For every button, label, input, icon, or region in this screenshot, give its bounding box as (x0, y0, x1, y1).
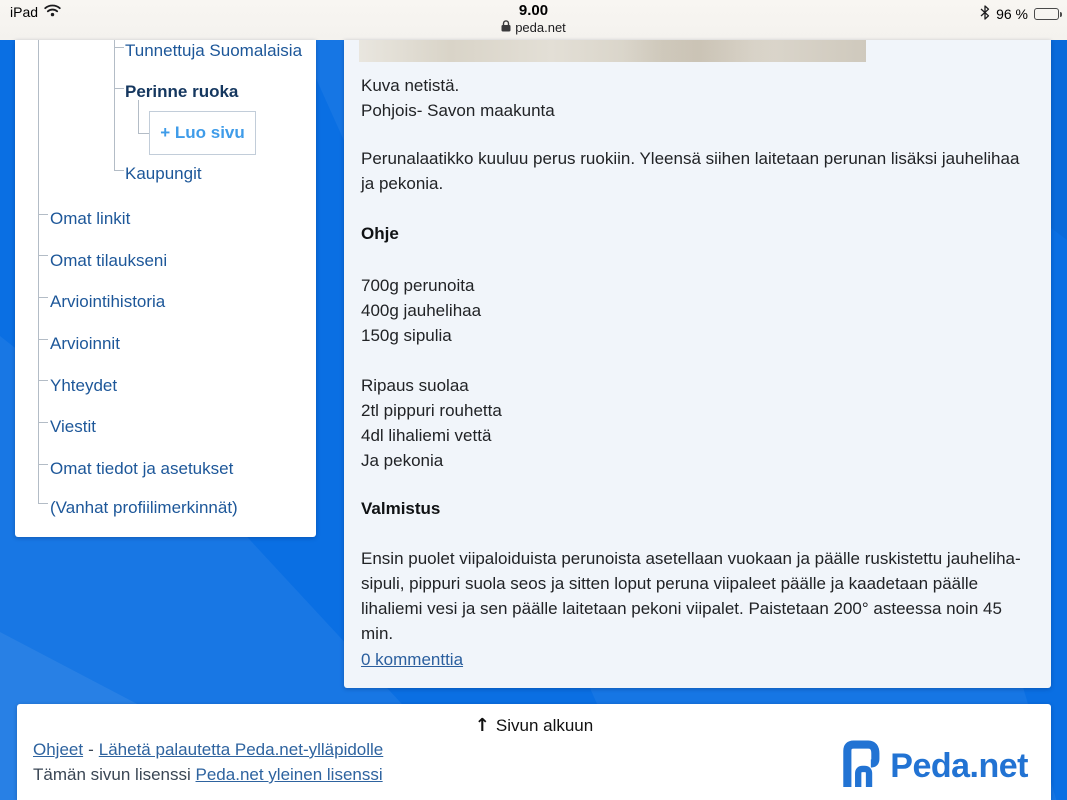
tree-elbow-vertical (138, 100, 139, 134)
preparation-paragraph: Ensin puolet viipaloiduista perunoista asetellaan vuokaan ja päälle ruskistettu jauheliha-sipuli, pippuri suola seos ja sitten loput peruna viipaleet päälle ja kaadetaan päälle lihaliemi vesi ja sen päälle laitetaan pekoni viipalet. Paistetaan 200° asteessa noin 45 min. (361, 549, 1021, 643)
tree-tick (114, 47, 124, 48)
comments-link[interactable]: 0 kommenttia (361, 650, 464, 669)
sidebar-item-arviointihistoria[interactable]: Arviointihistoria (50, 292, 166, 311)
pedanet-logo-icon (840, 740, 880, 792)
site-url: peda.net (515, 20, 566, 35)
sidebar-item-omat-tilaukseni[interactable]: Omat tilaukseni (50, 251, 168, 270)
recipe-heading: Ohje (361, 224, 399, 243)
footer-links-row (33, 740, 383, 760)
footer-license-row (33, 765, 383, 785)
status-bar (0, 0, 1067, 40)
image-caption: Kuva netistä. (361, 76, 460, 95)
sidebar-item-perinne-ruoka-current[interactable]: Perinne ruoka (125, 82, 239, 101)
tree-tick (38, 464, 48, 465)
ingredient-item: Ja pekonia (361, 451, 444, 470)
sidebar-item-yhteydet[interactable]: Yhteydet (50, 376, 118, 395)
page-footer (17, 704, 1051, 800)
license-prefix: Tämän sivun lisenssi (33, 765, 191, 784)
device-label: iPad (10, 4, 39, 20)
tree-tick (38, 503, 48, 504)
sidebar-item-kaupungit[interactable]: Kaupungit (125, 164, 202, 183)
pedanet-logo[interactable] (840, 740, 1028, 792)
intro-paragraph: Perunalaatikko kuuluu perus ruokiin. Yleensä siihen laitetaan perunan lisäksi jauhelihaa ja pekonia. (361, 149, 1020, 193)
ingredient-item: 4dl lihaliemi vettä (361, 426, 492, 445)
ingredient-item: 400g jauhelihaa (361, 301, 482, 320)
preparation-heading: Valmistus (361, 499, 441, 518)
feedback-link[interactable]: Lähetä palautetta Peda.net-ylläpidolle (98, 740, 384, 759)
sidebar-item-omat-linkit[interactable]: Omat linkit (50, 209, 131, 228)
tree-tick (38, 297, 48, 298)
main-content (344, 40, 1051, 688)
help-link[interactable]: Ohjeet (33, 740, 84, 759)
back-to-top-link[interactable] (17, 715, 1051, 736)
sidebar-item-omat-tiedot-ja-asetukset[interactable]: Omat tiedot ja asetukset (50, 459, 234, 478)
ingredient-item: 2tl pippuri rouhetta (361, 401, 502, 420)
up-arrow-icon: ↑ (474, 715, 490, 736)
battery-percent-label: 96 % (996, 6, 1028, 22)
recipe-photo (359, 40, 866, 62)
tree-tick (38, 255, 48, 256)
pedanet-logo-text: Peda.net (890, 746, 1028, 785)
sidebar-item-viestit[interactable]: Viestit (50, 417, 96, 436)
region-caption: Pohjois- Savon maakunta (361, 101, 555, 120)
sidebar-item-tunnettuja-suomalaisia[interactable]: Tunnettuja Suomalaisia (125, 41, 303, 60)
ingredient-item: 150g sipulia (361, 326, 452, 345)
tree-elbow-horizontal (138, 133, 149, 134)
address-bar[interactable] (0, 20, 1067, 35)
separator: - (88, 740, 94, 759)
lock-icon (501, 20, 511, 35)
create-page-button[interactable]: + Luo sivu (149, 111, 256, 155)
tree-tick (38, 214, 48, 215)
license-link[interactable]: Peda.net yleinen lisenssi (195, 765, 383, 784)
ingredient-item: 700g perunoita (361, 276, 475, 295)
tree-tick (38, 422, 48, 423)
sidebar-item-vanhat-profiilimerkinnat[interactable]: (Vanhat profiilimerkinnät) (50, 498, 238, 517)
tree-tick (114, 170, 124, 171)
battery-icon (1034, 8, 1059, 20)
tree-tick (114, 88, 124, 89)
tree-tick (38, 339, 48, 340)
back-to-top-label: Sivun alkuun (495, 716, 594, 735)
tree-tick (38, 380, 48, 381)
tree-line-level2 (114, 40, 115, 171)
ingredient-item: Ripaus suolaa (361, 376, 469, 395)
sidebar-item-arvioinnit[interactable]: Arvioinnit (50, 334, 120, 353)
bluetooth-icon (980, 5, 990, 23)
sidebar-navigation (15, 40, 316, 537)
status-right (980, 5, 1059, 23)
status-time: 9.00 (518, 2, 549, 19)
tree-line-level1 (38, 40, 39, 504)
